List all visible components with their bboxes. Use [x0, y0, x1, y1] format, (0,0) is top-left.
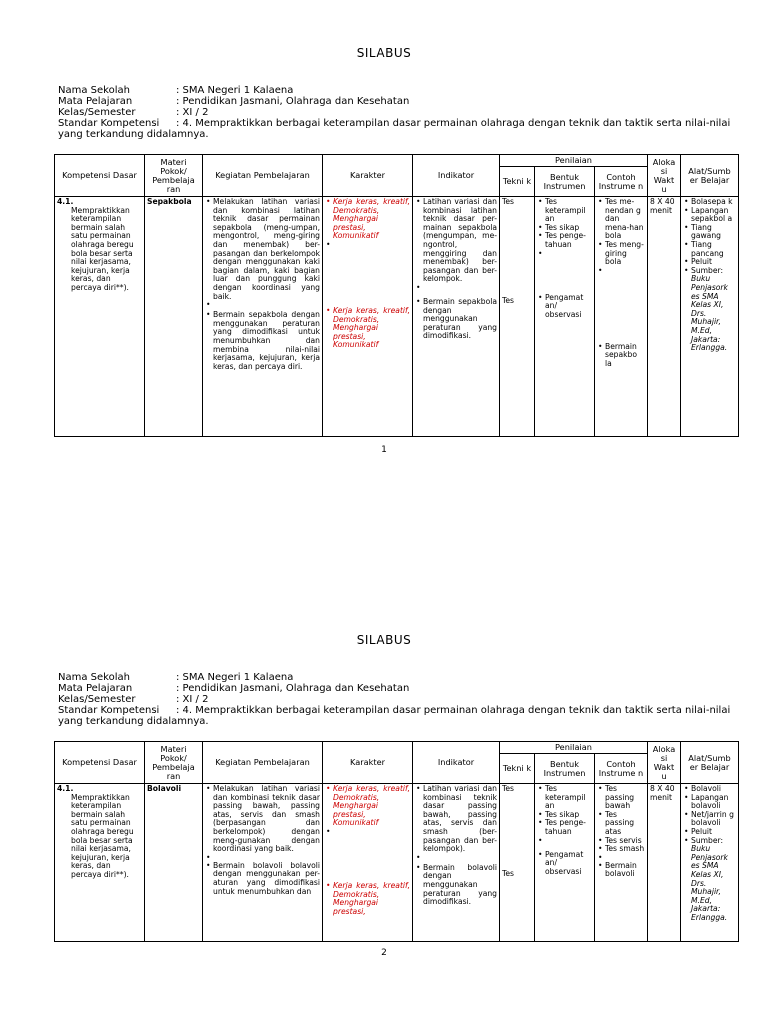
contoh-cell: [595, 197, 648, 437]
meta-label: Nama Sekolah: [58, 672, 130, 683]
materi-cell: [145, 197, 203, 437]
teknik-item: Tes: [502, 295, 514, 305]
alat-item: • Tiang pancang: [691, 241, 736, 258]
header-contoh: Contoh Instrume n: [595, 167, 648, 197]
meta-label: Kelas/Semester: [58, 107, 136, 118]
meta-value: : 4. Mempraktikkan berbagai keterampilan dasar permainan olahraga dengan teknik dan taktik serta nilai-nilai: [176, 118, 731, 129]
kegiatan-cell: [203, 197, 323, 437]
page-number: 1: [381, 445, 387, 455]
meta-value: : Pendidikan Jasmani, Olahraga dan Kesehatan: [176, 683, 410, 694]
sumber-text: Buku Penjasork es SMA Kelas XI, Drs. Muhajir, M.Ed, Jakarta: Erlangga.: [691, 274, 728, 353]
contoh-item: • Tes passing bawah: [605, 785, 645, 811]
bentuk-item: • Tes keterampil an: [545, 785, 592, 811]
kegiatan-cell: [203, 784, 323, 942]
contoh-item: • Tes meng-giring bola: [605, 241, 645, 267]
meta-value-continued: yang terkandung didalamnya.: [58, 129, 209, 140]
header-alat: Alat/Sumb er Belajar: [681, 155, 739, 197]
meta-value: : XI / 2: [176, 107, 209, 118]
document-meta: [58, 85, 758, 140]
spacer: [605, 267, 645, 343]
alat-item: • Bolasepa k: [691, 198, 736, 207]
header-indikator: Indikator: [413, 742, 500, 784]
header-kd: Kompetensi Dasar: [55, 155, 145, 197]
karakter-cell: [323, 197, 413, 437]
karakter-cell: [323, 784, 413, 942]
meta-value: : XI / 2: [176, 694, 209, 705]
alokasi-cell: [648, 784, 681, 942]
karakter-item: • Kerja keras, kreatif, Demokratis, Menghargai prestasi,: [333, 882, 410, 916]
spacer: [545, 250, 592, 294]
alat-item: • Sumber:: [691, 267, 736, 276]
header-kegiatan: Kegiatan Pembelajaran: [203, 742, 323, 784]
spacer: [333, 828, 410, 882]
header-penilaian: Penilaian: [500, 155, 648, 167]
header-teknik: Tekni k: [500, 754, 535, 784]
header-kegiatan: Kegiatan Pembelajaran: [203, 155, 323, 197]
alat-item: • Peluit: [691, 828, 736, 837]
header-contoh: Contoh Instrume n: [595, 754, 648, 784]
meta-value: : Pendidikan Jasmani, Olahraga dan Kesehatan: [176, 96, 410, 107]
indikator-cell: [413, 197, 500, 437]
page-title: SILABUS: [356, 633, 412, 647]
kd-number: 4.1.: [57, 784, 74, 793]
bentuk-item: • Tes keterampil an: [545, 198, 592, 224]
meta-label: Kelas/Semester: [58, 694, 136, 705]
bentuk-cell: [535, 784, 595, 942]
spacer: [502, 794, 532, 870]
spacer: [502, 207, 532, 297]
header-alokasi: Aloka si Wakt u: [648, 155, 681, 197]
header-indikator: Indikator: [413, 155, 500, 197]
indikator-item: • Latihan variasi dan kombinasi teknik dasar passing bawah, passing atas, servis dan smash (ber-pasangan dan ber-kelompok).: [423, 785, 497, 854]
bentuk-item: • Pengamat an/ observasi: [545, 851, 592, 877]
bentuk-item: • Pengamat an/ observasi: [545, 294, 592, 320]
bentuk-item: • Tes penge-tahuan: [545, 819, 592, 836]
meta-label: Standar Kompetensi: [58, 118, 160, 129]
kd-number: 4.1.: [57, 197, 74, 206]
contoh-item: • Tes passing atas: [605, 811, 645, 837]
page-number: 2: [381, 948, 387, 958]
meta-label: Nama Sekolah: [58, 85, 130, 96]
alat-item: • Net/jarrin g bolavoli: [691, 811, 736, 828]
syllabus-table: [54, 741, 739, 942]
spacer: [545, 837, 592, 851]
header-bentuk: Bentuk Instrumen: [535, 167, 595, 197]
alat-item: • Lapangan sepakbol a: [691, 207, 736, 224]
header-alat: Alat/Sumb er Belajar: [681, 742, 739, 784]
contoh-item: • Tes me-nendan g dan mena-han bola: [605, 198, 645, 241]
document-meta: [58, 672, 758, 727]
alat-item: • Peluit: [691, 258, 736, 267]
meta-label: Mata Pelajaran: [58, 96, 133, 107]
kegiatan-item: • Melakukan latihan variasi dan kombinasi teknik dasar passing bawah, passing atas, servis dan smash (berpasangan dan berkelompok) dengan meng-gunakan dengan koordinasi yang baik.: [213, 785, 320, 854]
indikator-item: • Bermain bolavoli dengan menggunakan peraturan yang dimodifikasi.: [423, 864, 497, 907]
header-karakter: Karakter: [323, 742, 413, 784]
alokasi-text: 8 X 40 menit: [650, 784, 675, 802]
header-materi: Materi Pokok/ Pembelaja ran: [145, 742, 203, 784]
meta-label: Standar Kompetensi: [58, 705, 160, 716]
contoh-cell: [595, 784, 648, 942]
meta-value: : SMA Negeri 1 Kalaena: [176, 672, 294, 683]
bentuk-item: • Tes penge-tahuan: [545, 232, 592, 249]
alat-cell: [681, 784, 739, 942]
teknik-cell: [500, 197, 535, 437]
teknik-item: Tes: [502, 197, 514, 206]
header-alokasi: Aloka si Wakt u: [648, 742, 681, 784]
meta-value-continued: yang terkandung didalamnya.: [58, 716, 209, 727]
spacer: [333, 241, 410, 307]
contoh-item: • Bermain bolavoli: [605, 862, 645, 879]
karakter-item: • Kerja keras, kreatif, Demokratis, Menghargai prestasi, Komunikatif: [333, 785, 410, 828]
teknik-item: Tes: [502, 784, 514, 793]
bentuk-cell: [535, 197, 595, 437]
materi-text: Sepakbola: [147, 197, 192, 206]
bentuk-item: • Tes sikap: [545, 811, 592, 820]
page-title: SILABUS: [356, 46, 412, 60]
header-teknik: Tekni k: [500, 167, 535, 197]
header-penilaian: Penilaian: [500, 742, 648, 754]
meta-value: : 4. Mempraktikkan berbagai keterampilan dasar permainan olahraga dengan teknik dan taktik serta nilai-nilai: [176, 705, 731, 716]
alat-item: • Tiang gawang: [691, 224, 736, 241]
materi-cell: [145, 784, 203, 942]
indikator-cell: [413, 784, 500, 942]
kd-cell: [55, 197, 145, 437]
contoh-item: • Tes smash: [605, 845, 645, 854]
kd-cell: [55, 784, 145, 942]
alat-item: • Lapangan bolavoli: [691, 794, 736, 811]
alokasi-cell: [648, 197, 681, 437]
meta-label: Mata Pelajaran: [58, 683, 133, 694]
spacer: [423, 284, 497, 298]
karakter-item: • Kerja keras, kreatif, Demokratis, Menghargai prestasi, Komunikatif: [333, 198, 410, 241]
alat-item: • Bolavoli: [691, 785, 736, 794]
sumber-text: Buku Penjasork es SMA Kelas XI, Drs. Muhajir, M.Ed, Jakarta: Erlangga.: [691, 844, 728, 922]
contoh-item: • Tes servis: [605, 837, 645, 846]
header-materi: Materi Pokok/ Pembelaja ran: [145, 155, 203, 197]
bentuk-item: • Tes sikap: [545, 224, 592, 233]
syllabus-table: [54, 154, 739, 437]
contoh-item: • Bermain sepakbo la: [605, 343, 645, 369]
indikator-item: • Bermain sepakbola dengan menggunakan peraturan yang dimodifikasi.: [423, 298, 497, 341]
header-bentuk: Bentuk Instrumen: [535, 754, 595, 784]
kegiatan-item: • Bermain sepakbola dengan menggunakan peraturan yang dimodifikasi untuk menumbuhkan dan membina nilai-nilai kerjasama, kejujuran, kerja keras, dan percaya diri.: [213, 311, 320, 371]
meta-value: : SMA Negeri 1 Kalaena: [176, 85, 294, 96]
header-karakter: Karakter: [323, 155, 413, 197]
teknik-cell: [500, 784, 535, 942]
karakter-item: • Kerja keras, kreatif, Demokratis, Menghargai prestasi, Komunikatif: [333, 307, 410, 350]
kegiatan-item: • Bermain bolavoli bolavoli dengan menggunakan per-aturan yang dimodifikasi untuk menumbuhkan dan: [213, 862, 320, 896]
indikator-item: • Latihan variasi dan kombinasi latihan teknik dasar per-mainan sepakbola (mengumpan, me-ngontrol, menggiring dan menembak) ber-pasangan dan ber-kelompok.: [423, 198, 497, 284]
kegiatan-item: • Melakukan latihan variasi dan kombinasi latihan teknik dasar permainan sepakbola (meng-umpan, mengontrol, meng-giring dan menembak) ber-pasangan dan berkelompok dengan menggunakan kaki bagian dalam, kaki bagian luar dan punggung kaki dengan koordinasi yang baik.: [213, 198, 320, 301]
kd-text: Mempraktikkan keterampilan bermain salah satu permainan olahraga beregu bola besar serta nilai kerjasama, kejujuran, kerja keras, dan percaya diri**).: [71, 792, 134, 879]
alat-item: • Sumber:: [691, 837, 736, 846]
header-kd: Kompetensi Dasar: [55, 742, 145, 784]
teknik-item: Tes: [502, 868, 514, 878]
alat-cell: [681, 197, 739, 437]
alokasi-text: 8 X 40 menit: [650, 197, 675, 215]
kd-text: Mempraktikkan keterampilan bermain salah satu permainan olahraga beregu bola besar serta nilai kerjasama, kejujuran, kerja keras, dan percaya diri**).: [71, 205, 134, 292]
materi-text: Bolavoli: [147, 784, 182, 793]
